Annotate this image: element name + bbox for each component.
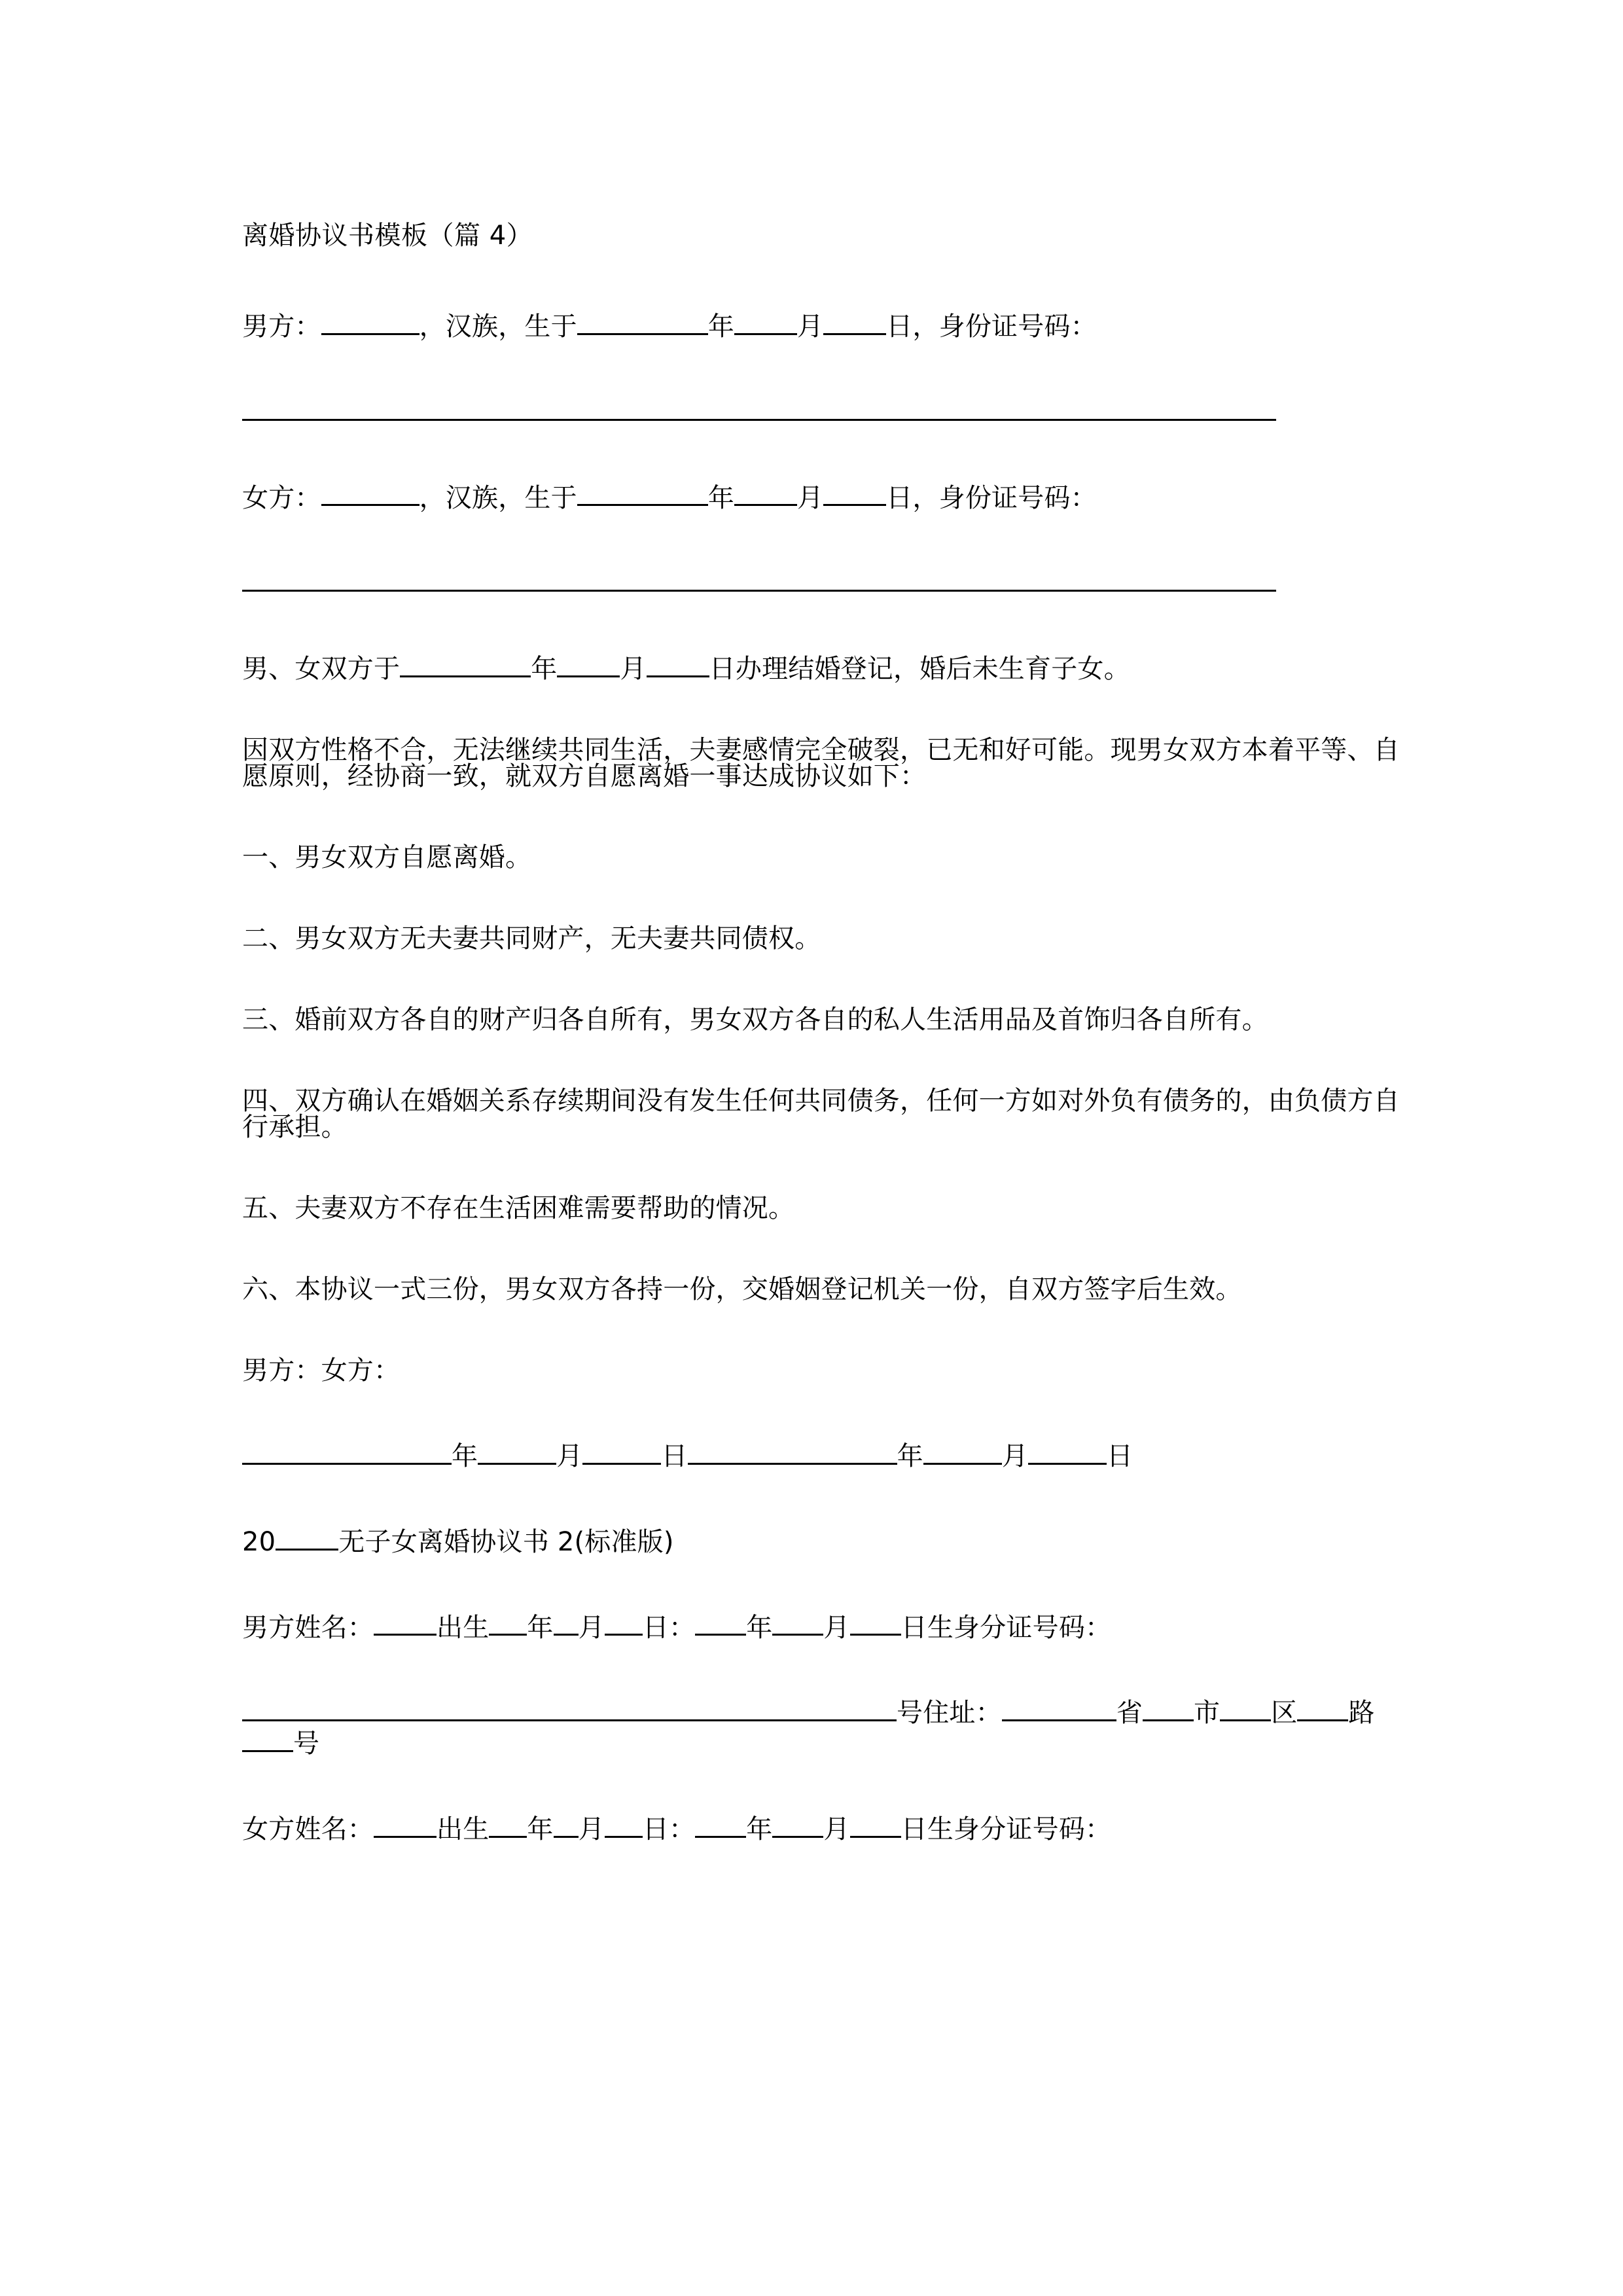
fill-in-blank[interactable] (276, 1524, 338, 1551)
text-run: ，汉族，生于 (419, 311, 577, 342)
text-run: 号住址： (897, 1698, 1002, 1729)
fill-in-blank[interactable] (557, 651, 620, 677)
text-run: 日： (642, 1612, 696, 1643)
text-run: 男方姓名： (242, 1612, 374, 1643)
fill-in-blank[interactable] (605, 1610, 643, 1636)
paragraph-female-id-blank-line (242, 565, 1410, 596)
fill-in-blank[interactable] (374, 1812, 437, 1838)
text-run: 因双方性格不合，无法继续共同生活，夫妻感情完全破裂，已无和好可能。现男女双方本着平等、自愿原则，经协商一致，就双方自愿离婚一事达成协议如下： (242, 734, 1400, 791)
text-run: 日 (1107, 1441, 1133, 1471)
text-run: 月 (797, 482, 824, 513)
fill-in-blank[interactable] (478, 1439, 556, 1465)
fill-in-blank[interactable] (605, 1812, 643, 1838)
text-run: 年 (707, 311, 735, 342)
paragraph-signature-labels (242, 1357, 1410, 1384)
fill-in-blank[interactable] (554, 1610, 579, 1636)
fill-in-blank[interactable] (242, 565, 1276, 592)
fill-in-blank[interactable] (554, 1812, 579, 1838)
fill-in-blank[interactable] (734, 309, 797, 335)
fill-in-blank[interactable] (923, 1439, 1002, 1465)
text-run: 年 (527, 1612, 554, 1643)
text-run: 女方： (242, 482, 321, 513)
text-run: 月 (823, 1612, 850, 1643)
paragraph-male-id-blank-line (242, 395, 1410, 425)
fill-in-blank[interactable] (242, 1726, 293, 1752)
paragraph-reason-statement (242, 734, 1410, 791)
document-body (242, 309, 1410, 1842)
text-run: 四、双方确认在婚姻关系存续期间没有发生任何共同债务，任何一方如对外负有债务的，由负债方自行承担。 (242, 1085, 1400, 1142)
fill-in-blank[interactable] (823, 309, 886, 335)
text-run: 年 (527, 1814, 554, 1844)
text-run: 年 (452, 1441, 478, 1471)
fill-in-blank[interactable] (647, 651, 709, 677)
text-run: 区 (1271, 1698, 1298, 1729)
text-run: 男方：女方： (242, 1355, 401, 1386)
text-run: 日： (642, 1814, 696, 1844)
paragraph-male-name-line (242, 1610, 1410, 1641)
text-run: 年 (707, 482, 735, 513)
text-run: 路 (1348, 1698, 1375, 1729)
text-run: 月 (556, 1441, 583, 1471)
fill-in-blank[interactable] (242, 1695, 897, 1721)
text-run: 男、女双方于 (242, 653, 401, 684)
text-run: 男方： (242, 311, 321, 342)
paragraph-clause-4 (242, 1085, 1410, 1142)
text-run: 月 (578, 1814, 605, 1844)
paragraph-clause-1 (242, 844, 1410, 870)
fill-in-blank[interactable] (850, 1812, 901, 1838)
paragraph-clause-6 (242, 1276, 1410, 1302)
text-run: 出生 (437, 1612, 490, 1643)
fill-in-blank[interactable] (688, 1439, 897, 1465)
fill-in-blank[interactable] (1028, 1439, 1107, 1465)
fill-in-blank[interactable] (321, 309, 419, 335)
text-run: 五、夫妻双方不存在生活困难需要帮助的情况。 (242, 1193, 795, 1223)
fill-in-blank[interactable] (772, 1812, 823, 1838)
text-run: 月 (1001, 1441, 1029, 1471)
paragraph-female-name-line (242, 1812, 1410, 1842)
fill-in-blank[interactable] (850, 1610, 901, 1636)
fill-in-blank[interactable] (823, 480, 886, 507)
text-run: 月 (578, 1612, 605, 1643)
text-run: 月 (797, 311, 824, 342)
paragraph-signature-dates (242, 1439, 1410, 1469)
text-run: 日生身分证号码： (901, 1612, 1112, 1643)
fill-in-blank[interactable] (1297, 1695, 1348, 1721)
fill-in-blank[interactable] (242, 395, 1276, 421)
text-run: 六、本协议一式三份，男女双方各持一份，交婚姻登记机关一份，自双方签字后生效。 (242, 1274, 1242, 1304)
text-run: 日 (661, 1441, 688, 1471)
text-run: 月 (823, 1814, 850, 1844)
fill-in-blank[interactable] (772, 1610, 823, 1636)
text-run: 年 (897, 1441, 923, 1471)
fill-in-blank[interactable] (242, 1439, 452, 1465)
text-run: ，汉族，生于 (419, 482, 577, 513)
text-run: 二、男女双方无夫妻共同财产，无夫妻共同债权。 (242, 923, 821, 954)
paragraph-female-party-info (242, 480, 1410, 511)
fill-in-blank[interactable] (321, 480, 419, 507)
paragraph-male-address-line (242, 1695, 1410, 1757)
fill-in-blank[interactable] (734, 480, 797, 507)
text-run: 日生身分证号码： (901, 1814, 1112, 1844)
text-run: 出生 (437, 1814, 490, 1844)
text-run: 省 (1116, 1698, 1143, 1729)
fill-in-blank[interactable] (577, 480, 708, 507)
text-run: 20 (242, 1526, 276, 1557)
fill-in-blank[interactable] (1143, 1695, 1194, 1721)
text-run: 女方姓名： (242, 1814, 374, 1844)
fill-in-blank[interactable] (489, 1812, 527, 1838)
fill-in-blank[interactable] (374, 1610, 437, 1636)
paragraph-male-party-info (242, 309, 1410, 340)
fill-in-blank[interactable] (1220, 1695, 1271, 1721)
fill-in-blank[interactable] (1002, 1695, 1116, 1721)
text-run: 日办理结婚登记，婚后未生育子女。 (709, 653, 1130, 684)
page-title: 离婚协议书模板（篇 4） (242, 221, 533, 251)
text-run: 三、婚前双方各自的财产归各自所有，男女双方各自的私人生活用品及首饰归各自所有。 (242, 1004, 1268, 1035)
paragraph-section-heading-2 (242, 1524, 1410, 1555)
fill-in-blank[interactable] (577, 309, 708, 335)
fill-in-blank[interactable] (695, 1812, 746, 1838)
fill-in-blank[interactable] (582, 1439, 661, 1465)
text-run: 日，身份证号码： (886, 311, 1097, 342)
text-run: 市 (1194, 1698, 1221, 1729)
text-run: 一、男女双方自愿离婚。 (242, 842, 532, 872)
text-run: 无子女离婚协议书 2(标准版) (338, 1526, 674, 1557)
fill-in-blank[interactable] (695, 1610, 746, 1636)
paragraph-clause-3 (242, 1004, 1410, 1035)
text-run: 年 (746, 1612, 773, 1643)
fill-in-blank[interactable] (400, 651, 531, 677)
fill-in-blank[interactable] (489, 1610, 527, 1636)
text-run: 日，身份证号码： (886, 482, 1097, 513)
paragraph-clause-2 (242, 925, 1410, 952)
text-run: 年 (746, 1814, 773, 1844)
text-run: 号 (293, 1728, 320, 1759)
paragraph-marriage-registration (242, 651, 1410, 682)
paragraph-clause-5 (242, 1195, 1410, 1221)
text-run: 月 (620, 653, 647, 684)
text-run: 年 (531, 653, 558, 684)
